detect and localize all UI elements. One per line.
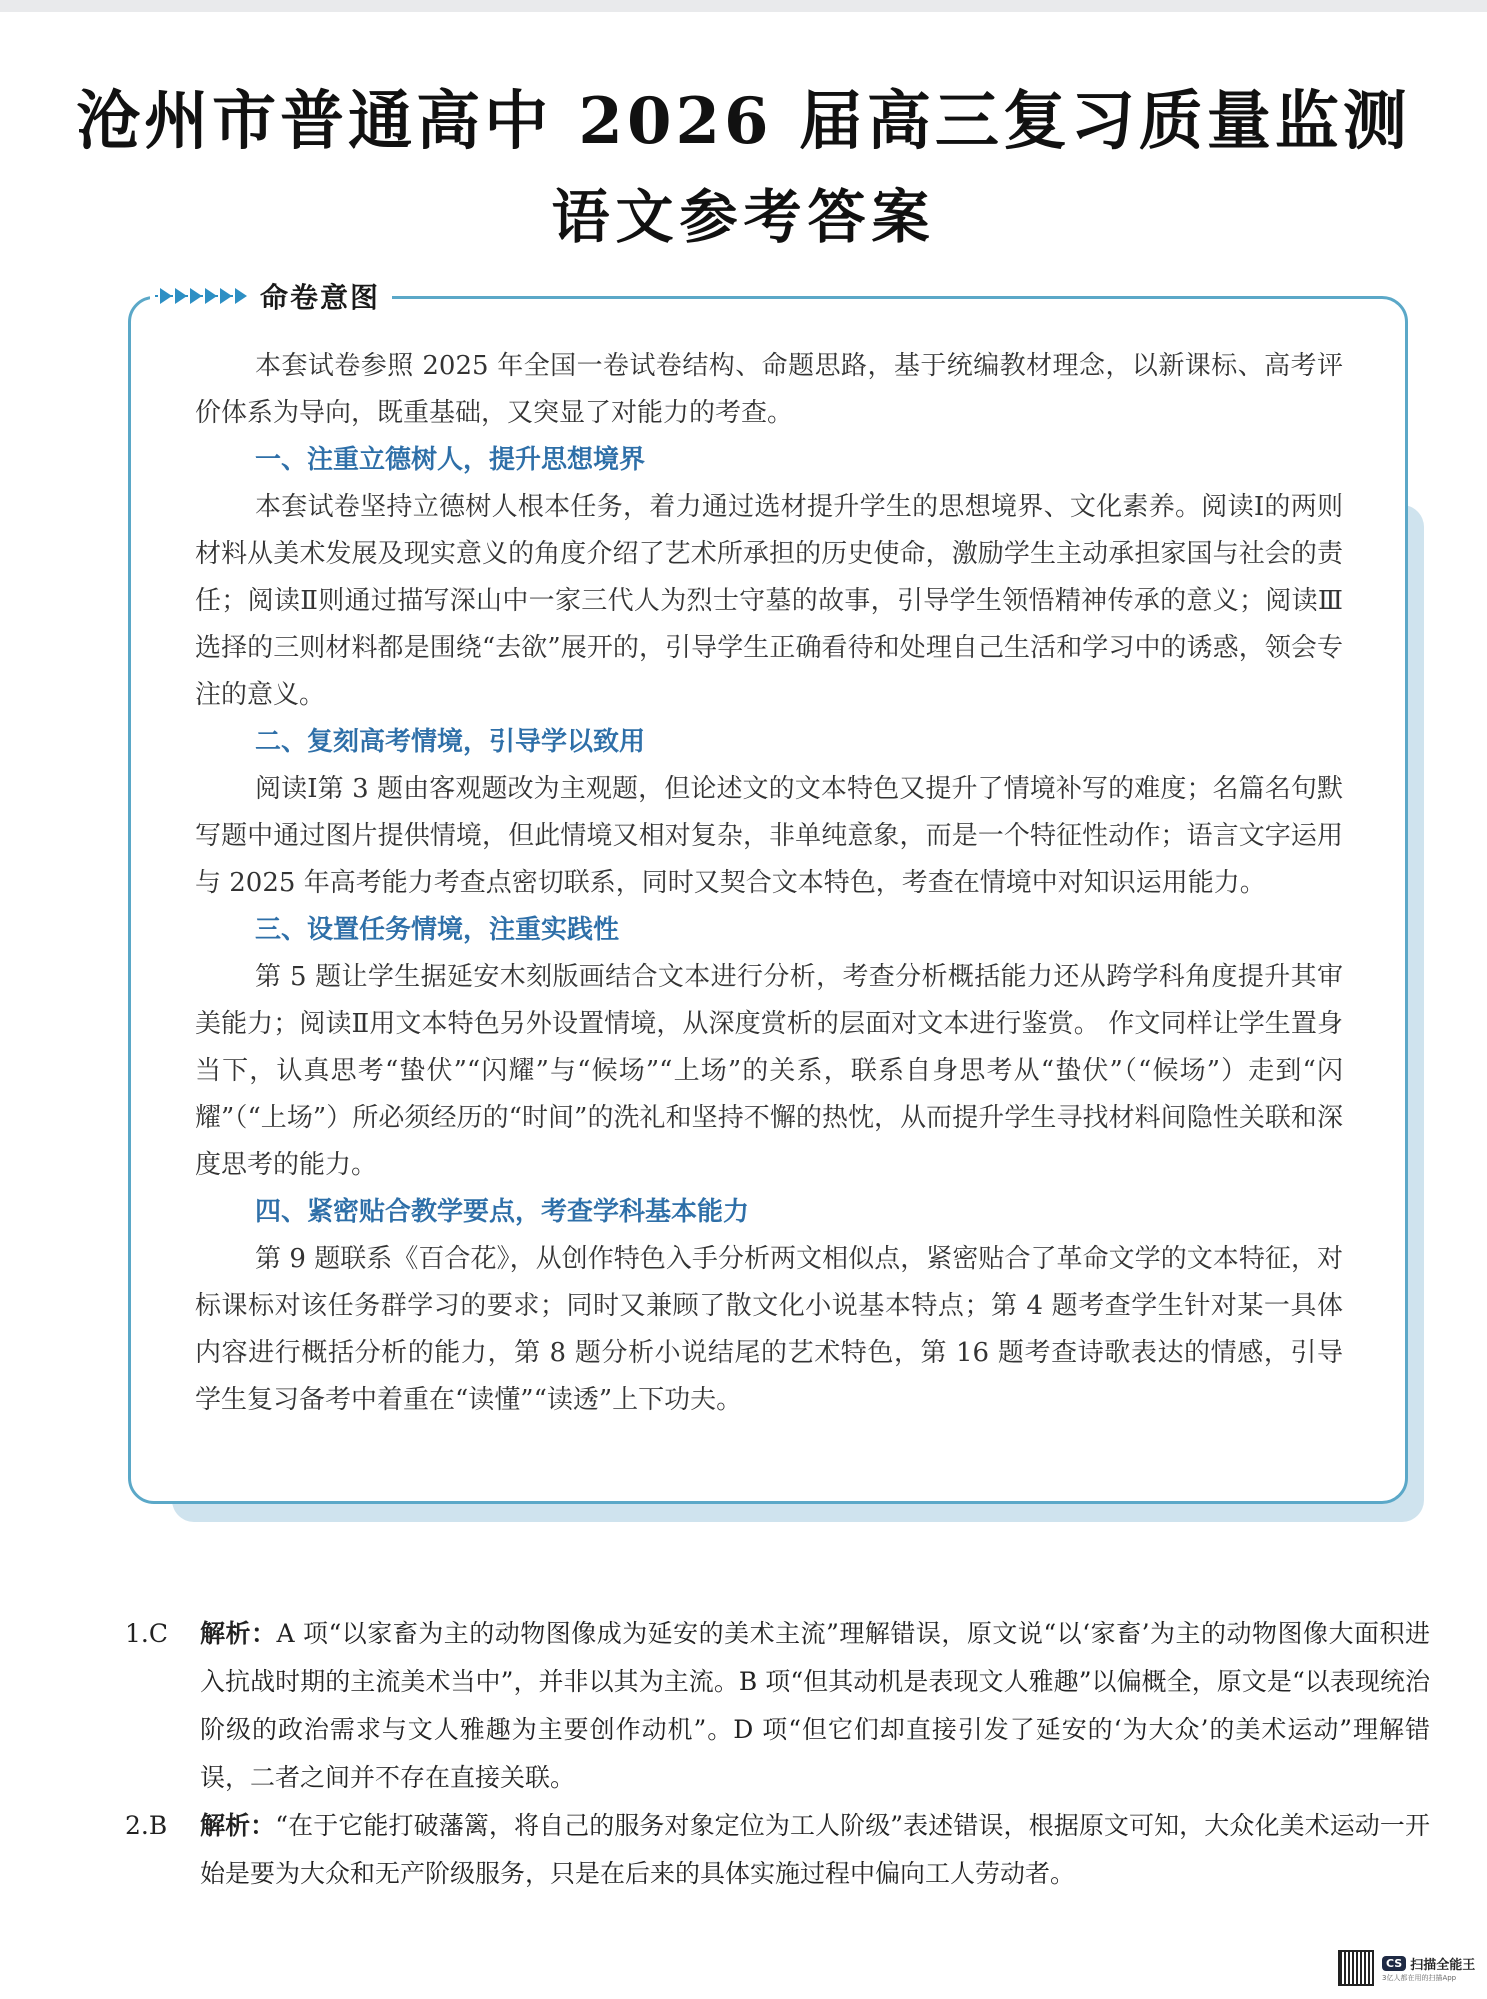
answer-body: [200, 1610, 1430, 1802]
answer-text: A 项“以家畜为主的动物图像成为延安的美术主流”理解错误，原文说“以‘家畜’为主的动物图像大面积进入抗战时期的主流美术当中”，并非以其为主流。B 项“但其动机是表现文人雅趣”以偏概全，原文是“以表现统治阶级的政治需求与文人雅趣为主要创作动机”。D 项“但它们却直接引发了延安的‘为大众’的美术运动”理解错误，二者之间并不存在直接关联。: [200, 1619, 1430, 1792]
section-heading-4: 四、紧密贴合教学要点，考查学科基本能力: [255, 1197, 750, 1227]
watermark-name: 扫描全能王: [1410, 1957, 1476, 1973]
section-heading-1: 一、注重立德树人，提升思想境界: [255, 445, 646, 475]
intro-paragraph: 本套试卷参照 2025 年全国一卷试卷结构、命题思路，基于统编教材理念，以新课标、高考评价体系为导向，既重基础，又突显了对能力的考查。: [195, 351, 1343, 428]
answer-list: [120, 1610, 1430, 1898]
answer-text: “在于它能打破藩篱，将自己的服务对象定位为工人阶级”表述错误，根据原文可知，大众化美术运动一开始是要为大众和无产阶级服务，只是在后来的具体实施过程中偏向工人劳动者。: [200, 1811, 1430, 1888]
section-paragraph-1: 本套试卷坚持立德树人根本任务，着力通过选材提升学生的思想境界、文化素养。阅读Ⅰ的两则材料从美术发展及现实意义的角度介绍了艺术所承担的历史使命，激励学生主动承担家国与社会的责任；阅读Ⅱ则通过描写深山中一家三代人为烈士守墓的故事，引导学生领悟精神传承的意义；阅读Ⅲ选择的三则材料都是围绕“去欲”展开的，引导学生正确看待和处理自己生活和学习中的诱惑，领会专注的意义。: [195, 492, 1343, 710]
intent-box-title: 命卷意图: [260, 281, 381, 314]
answer-label: 解析：: [200, 1811, 276, 1840]
answer-item: [120, 1610, 1430, 1802]
scanner-watermark: [1338, 1950, 1475, 1986]
watermark-text: [1382, 1954, 1475, 1983]
arrow-decoration-icon: [160, 288, 250, 304]
section-heading-3: 三、设置任务情境，注重实践性: [255, 915, 620, 945]
page-subtitle: 语文参考答案: [551, 183, 936, 251]
intent-box-header: [150, 278, 392, 314]
top-bar: [0, 0, 1487, 12]
watermark-subtitle: 3亿人都在用的扫描App: [1382, 1973, 1457, 1982]
page-title: 沧州市普通高中 2026 届高三复习质量监测: [76, 84, 1411, 159]
intent-content: [195, 343, 1343, 1424]
answer-number: 2.B: [125, 1811, 168, 1840]
answer-label: 解析：: [200, 1619, 277, 1648]
section-heading-2: 二、复刻高考情境，引导学以致用: [255, 727, 646, 757]
qr-code-icon: [1338, 1950, 1374, 1986]
answer-item: [120, 1802, 1430, 1898]
answer-number: 1.C: [125, 1619, 168, 1648]
answer-body: [200, 1802, 1430, 1898]
cs-logo-badge: CS: [1382, 1956, 1406, 1971]
section-paragraph-2: 阅读Ⅰ第 3 题由客观题改为主观题，但论述文的文本特色又提升了情境补写的难度；名篇名句默写题中通过图片提供情境，但此情境又相对复杂，非单纯意象，而是一个特征性动作；语言文字运用与 2025 年高考能力考查点密切联系，同时又契合文本特色，考查在情境中对知识运用能力。: [195, 774, 1343, 898]
section-paragraph-4: 第 9 题联系《百合花》，从创作特色入手分析两文相似点，紧密贴合了革命文学的文本特征，对标课标对该任务群学习的要求；同时又兼顾了散文化小说基本特点；第 4 题考查学生针对某一具体内容进行概括分析的能力，第 8 题分析小说结尾的艺术特色，第 16 题考查诗歌表达的情感，引导学生复习备考中着重在“读懂”“读透”上下功夫。: [195, 1244, 1343, 1415]
section-paragraph-3: 第 5 题让学生据延安木刻版画结合文本进行分析，考查分析概括能力还从跨学科角度提升其审美能力；阅读Ⅱ用文本特色另外设置情境，从深度赏析的层面对文本进行鉴赏。 作文同样让学生置身当下，认真思考“蛰伏”“闪耀”与“候场”“上场”的关系，联系自身思考从“蛰伏”（“候场”）走到“闪耀”（“上场”）所必须经历的“时间”的洗礼和坚持不懈的热忱，从而提升学生寻找材料间隐性关联和深度思考的能力。: [195, 962, 1343, 1180]
